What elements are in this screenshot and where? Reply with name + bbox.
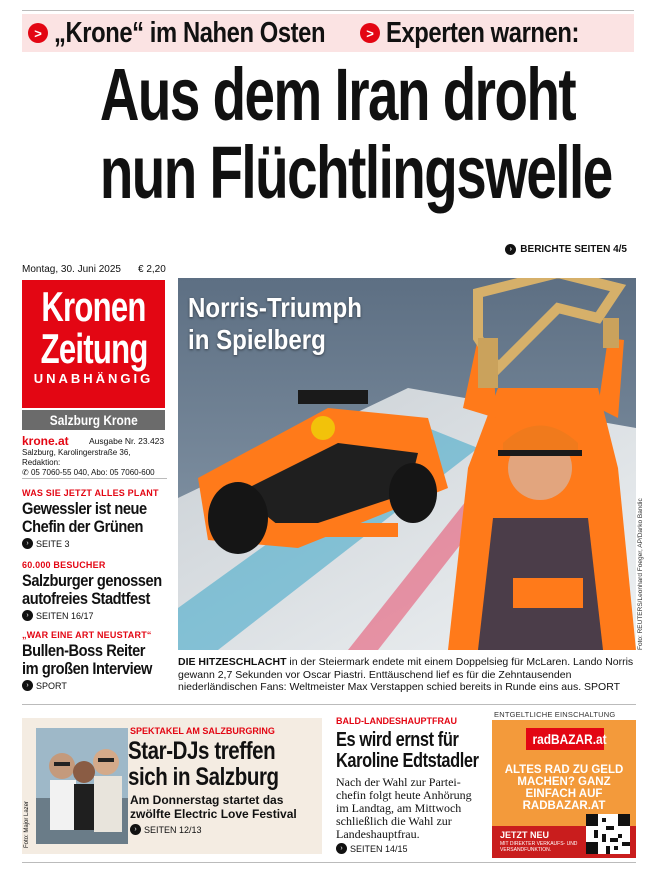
side-story[interactable] xyxy=(22,560,167,621)
side-ref[interactable] xyxy=(22,610,167,621)
mid-body: Nach der Wahl zur Partei-chefin folgt heute Anhörung im Landtag, am Mittwoch schließlich die Wahl zur Landeshauptfrau. xyxy=(336,775,472,841)
side-headline xyxy=(22,572,167,608)
promo-photo xyxy=(36,728,128,844)
ad-footer-text: MIT DIREKTER VERKAUFS- UND VERSANDFUNKTION. xyxy=(500,841,578,853)
promo-kicker: SPEKTAKEL AM SALZBURGRING xyxy=(130,726,275,736)
edition-label: Salzburg Krone xyxy=(49,412,138,428)
promo-headline-line: sich in Salzburg xyxy=(128,763,279,791)
chevron-right-icon: › xyxy=(130,824,141,835)
side-story[interactable] xyxy=(22,630,167,691)
logo-line: Kronen xyxy=(41,283,146,330)
issue-price: € 2,20 xyxy=(138,264,166,275)
mid-story[interactable] xyxy=(336,716,482,854)
address-line: Salzburg, Karolingerstraße 36, Redaktion: xyxy=(22,448,131,467)
promo-photo-credit-text: Foto: Major Lazer xyxy=(24,800,30,848)
issue-number: Ausgabe Nr. 23.423 xyxy=(89,436,165,446)
side-headline-line: Gewessler ist neue xyxy=(22,499,147,518)
photo-title xyxy=(188,292,390,356)
promo-headline-line: Star-DJs treffen xyxy=(128,737,276,765)
side-ref-label: SEITEN 16/17 xyxy=(36,610,94,621)
side-story[interactable] xyxy=(22,488,167,549)
arrow-icon: > xyxy=(28,23,48,43)
mid-headline-line: Karoline Edtstadler xyxy=(336,750,479,772)
caption-text: in der Steiermark endete mit einem Doppelsieg für McLaren. Lando Norris gewann 2,7 Sekunden vor Oscar Piastri. Enttäuschend lief es für die Zehntausenden niederländischen Fans: Weltmeister Max Verstappen schied bereits in Runde eins aus. SPORT xyxy=(178,656,634,693)
photo-caption xyxy=(178,656,638,694)
chevron-right-icon: › xyxy=(22,538,33,549)
photo-title-line: Norris-Triumph xyxy=(188,292,362,323)
bottom-rule xyxy=(22,704,636,705)
ad-brand-text: radBAZAR.at xyxy=(532,731,607,747)
logo[interactable] xyxy=(22,280,165,408)
qr-pattern xyxy=(586,814,630,854)
promo-ref[interactable] xyxy=(130,824,202,835)
berichte-label: BERICHTE SEITEN 4/5 xyxy=(520,244,627,255)
caption-lead: DIE HITZESCHLACHT xyxy=(178,656,287,668)
edition-bar xyxy=(22,410,165,430)
side-headline-line: autofreies Stadtfest xyxy=(22,589,150,608)
promo-ref-label: SEITEN 12/13 xyxy=(144,824,202,835)
side-headline-line: Chefin der Grünen xyxy=(22,517,144,536)
kicker-text[interactable]: Experten warnen: xyxy=(386,16,579,49)
qr-code-icon[interactable] xyxy=(586,814,630,854)
chevron-right-icon: › xyxy=(22,610,33,621)
ad-message: ALTES RAD ZU GELD MACHEN? GANZ EINFACH AUF RADBAZAR.AT xyxy=(504,764,624,812)
main-headline[interactable] xyxy=(20,53,634,214)
mid-ref-label: SEITEN 14/15 xyxy=(350,843,408,854)
promo-photo-credit xyxy=(24,798,34,848)
headline-line: nun Flüchtlingswelle xyxy=(99,131,612,214)
mid-headline xyxy=(336,730,482,772)
side-headline xyxy=(22,500,167,536)
promo-headline xyxy=(128,738,312,790)
ad-footer-title: JETZT NEU xyxy=(500,830,550,840)
top-rule xyxy=(22,10,634,11)
lead-photo[interactable] xyxy=(178,278,636,650)
chevron-right-icon: › xyxy=(505,244,516,255)
address xyxy=(22,448,167,478)
side-headline-line: Bullen-Boss Reiter xyxy=(22,641,146,660)
footer-rule xyxy=(22,862,636,863)
kicker-text[interactable]: „Krone“ im Nahen Osten xyxy=(54,16,326,49)
promo-story[interactable] xyxy=(22,718,322,854)
side-kicker: WAS SIE JETZT ALLES PLANT xyxy=(22,488,159,498)
side-ref-label: SEITE 3 xyxy=(36,538,70,549)
side-kicker: 60.000 BESUCHER xyxy=(22,560,106,570)
chevron-right-icon: › xyxy=(22,680,33,691)
side-ref[interactable] xyxy=(22,538,167,549)
side-ref-label: SPORT xyxy=(36,680,67,691)
site-link[interactable]: krone.at xyxy=(22,434,69,448)
side-headline-line: im großen Interview xyxy=(22,659,152,678)
berichte-ref[interactable] xyxy=(505,244,627,255)
phone-icon: ✆ xyxy=(22,468,31,477)
radbazar-ad[interactable] xyxy=(492,720,636,858)
issue-date: Montag, 30. Juni 2025 xyxy=(22,264,121,275)
kicker-bar xyxy=(22,14,634,52)
headline-line: Aus dem Iran droht xyxy=(99,53,576,136)
photo-credit xyxy=(637,498,647,650)
chevron-right-icon: › xyxy=(336,843,347,854)
side-kicker: „WAR EINE ART NEUSTART“ xyxy=(22,630,152,640)
mid-headline-line: Es wird ernst für xyxy=(336,729,459,751)
ad-label: ENTGELTLICHE EINSCHALTUNG xyxy=(494,710,616,719)
phone-line xyxy=(22,468,167,478)
photo-credit-text: Foto: REUTERS/Leonhard Foeger, AP/Darko Bandic xyxy=(637,498,644,650)
side-ref[interactable] xyxy=(22,680,167,691)
phone-text: 05 7060-55 040, Abo: 05 7060-600 xyxy=(30,468,155,477)
photo-title-line: in Spielberg xyxy=(188,324,326,355)
side-headline-line: Salzburger genossen xyxy=(22,571,162,590)
mid-ref[interactable] xyxy=(336,843,482,854)
side-rule xyxy=(22,478,167,479)
mid-kicker: BALD-LANDESHAUPTFRAU xyxy=(336,716,457,726)
arrow-icon: > xyxy=(360,23,380,43)
promo-subline: Am Donnerstag startet das zwölfte Electric Love Festival xyxy=(130,793,297,821)
logo-tagline: UNABHÄNGIG xyxy=(33,371,154,386)
djs-illustration xyxy=(36,728,128,844)
logo-line: Zeitung xyxy=(40,325,148,372)
ad-brand xyxy=(526,728,607,750)
side-headline xyxy=(22,642,167,678)
